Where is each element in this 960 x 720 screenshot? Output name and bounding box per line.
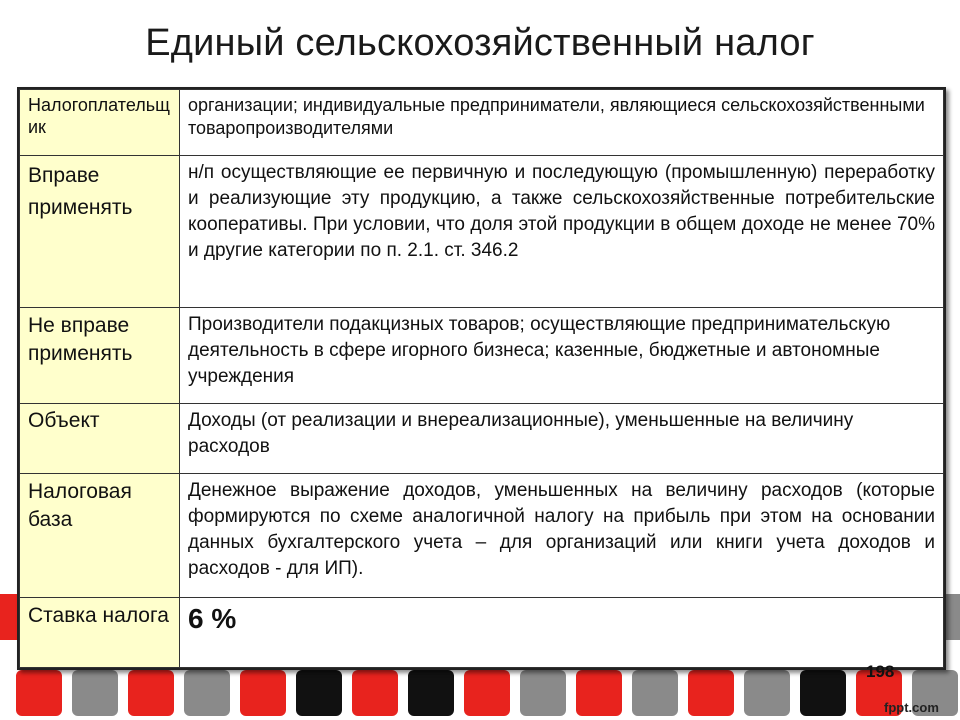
table-row <box>20 156 944 308</box>
stripe-square <box>296 670 342 716</box>
row-label-may-apply: Вправе применять <box>20 156 180 308</box>
row-label-taxpayer: Налогоплательщик <box>20 90 180 156</box>
row-text-may-not-apply: Производители подакцизных товаров; осуществляющие предпринимательскую деятельность в сфере игорного бизнеса; казенные, бюджетные и автономные учреждения <box>180 308 944 404</box>
table-row <box>20 404 944 474</box>
row-label-tax-rate: Ставка налога <box>20 598 180 668</box>
table-row <box>20 474 944 598</box>
tax-table <box>17 87 946 670</box>
row-text-object: Доходы (от реализации и внереализационные), уменьшенные на величину расходов <box>180 404 944 474</box>
stripe-square <box>800 670 846 716</box>
stripe-square <box>240 670 286 716</box>
stripe-square <box>632 670 678 716</box>
stripe-square <box>352 670 398 716</box>
table-row <box>20 90 944 156</box>
row-text-tax-rate: 6 % <box>180 598 944 668</box>
page-title: Единый сельскохозяйственный налог <box>145 22 815 64</box>
row-label-may-not-apply: Не вправе применять <box>20 308 180 404</box>
row-text-tax-base: Денежное выражение доходов, уменьшенных на величину расходов (которые формируются по схеме аналогичной налогу на прибыль при этом на основании данных бухгалтерского учета – для организаций или книги учета доходов и расходов - для ИП). <box>180 474 944 598</box>
row-label-tax-base: Налоговая база <box>20 474 180 598</box>
site-watermark: fppt.com <box>884 700 939 715</box>
page-number: 198 <box>866 662 895 681</box>
stripe-square <box>688 670 734 716</box>
stripe-square <box>128 670 174 716</box>
stripe-square <box>184 670 230 716</box>
stripe-square <box>520 670 566 716</box>
stripe-square <box>408 670 454 716</box>
table-row <box>20 308 944 404</box>
stripe-square <box>16 670 62 716</box>
stripe-square <box>464 670 510 716</box>
stripe-square <box>744 670 790 716</box>
row-text-may-apply: н/п осуществляющие ее первичную и последующую (промышленную) переработку и реализующие эту продукцию, а также сельскохозяйственные потребительские кооперативы. При условии, что доля этой продукции в общем доходе не менее 70% и другие категории по п. 2.1. ст. 346.2 <box>180 156 944 308</box>
table-row <box>20 598 944 668</box>
stripe-square <box>72 670 118 716</box>
row-label-object: Объект <box>20 404 180 474</box>
row-text-taxpayer: организации; индивидуальные предприниматели, являющиеся сельскохозяйственными товаропроизводителями <box>180 90 944 156</box>
stripe-square <box>576 670 622 716</box>
